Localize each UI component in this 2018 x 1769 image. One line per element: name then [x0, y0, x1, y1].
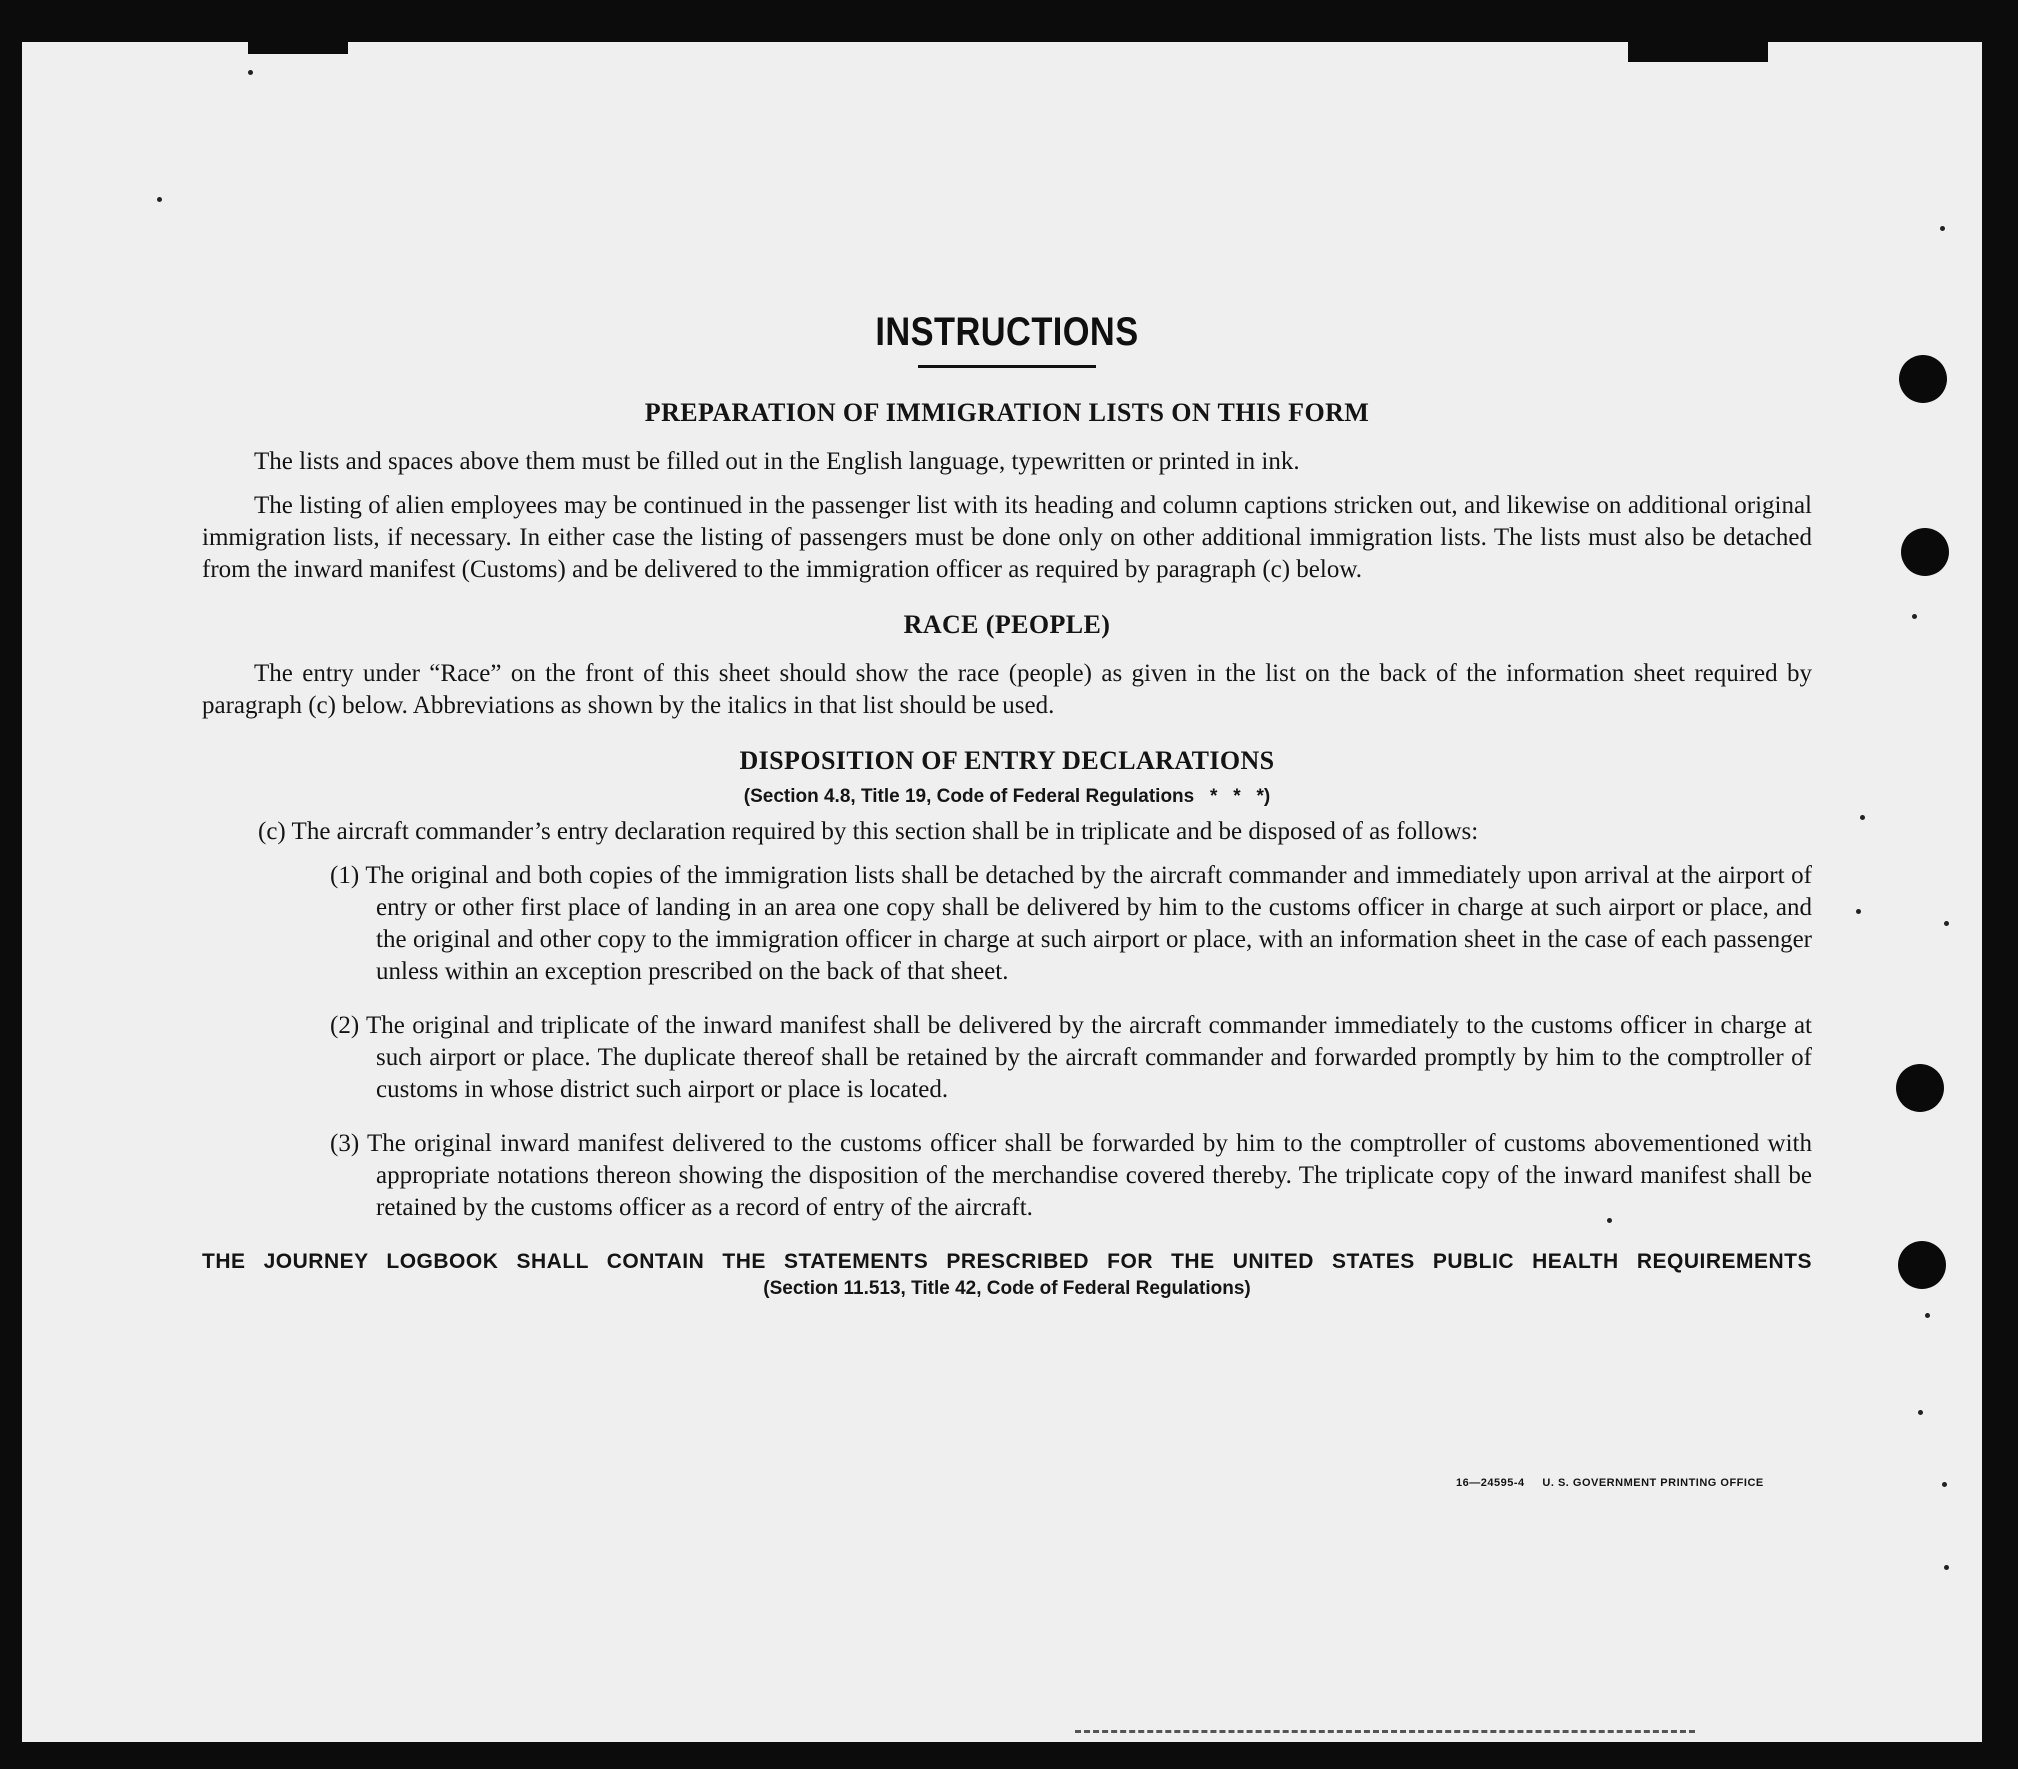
torn-edge [248, 38, 348, 54]
speck [248, 70, 253, 75]
speck [1940, 226, 1945, 231]
paragraph: The listing of alien employees may be continued in the passenger list with its heading and column captions stricken out, and likewise on additional original immigration lists, if necessary. In either case the listing of passengers must be done only on other additional immigration lists. The lists must also be detached from the inward manifest (Customs) and be delivered to the immigration officer as required by paragraph (c) below. [202, 492, 1812, 583]
torn-edge [1628, 40, 1768, 62]
punch-hole [1898, 1241, 1946, 1289]
instructions-content [202, 310, 1812, 1300]
clause-c: (c) The aircraft commander’s entry declaration required by this section shall be in triplicate and be disposed of as follows: [258, 818, 1479, 845]
footer-citation: (Section 11.513, Title 42, Code of Federal Regulations) [763, 1278, 1251, 1299]
bleed-through-text [582, 262, 1255, 287]
punch-hole [1899, 355, 1947, 403]
footer-heading: THE JOURNEY LOGBOOK SHALL CONTAIN THE STATEMENTS PRESCRIBED FOR THE UNITED STATES PUBLIC HEALTH REQUIREMENTS [202, 1250, 1812, 1273]
section-heading-preparation: PREPARATION OF IMMIGRATION LISTS ON THIS FORM [644, 398, 1370, 427]
speck [1856, 909, 1861, 914]
section-heading-disposition: DISPOSITION OF ENTRY DECLARATIONS [739, 746, 1275, 775]
speck [157, 197, 162, 202]
punch-hole [1896, 1064, 1944, 1112]
speck [1925, 1313, 1930, 1318]
speck [1918, 1410, 1923, 1415]
list-item: (2) The original and triplicate of the inward manifest shall be delivered by the aircraft commander immediately to the customs officer in charge at such airport or place. The duplicate thereof shall be retained by the aircraft commander and forwarded promptly by him to the comptroller of customs in whose district such airport or place is located. [330, 1012, 1812, 1103]
printer-imprint: 16—24595-4 U. S. GOVERNMENT PRINTING OFFICE [1456, 1477, 1764, 1489]
section-heading-race: RACE (PEOPLE) [903, 610, 1111, 639]
paragraph: The lists and spaces above them must be filled out in the English language, typewritten or printed in ink. [254, 448, 1300, 475]
list-item: (3) The original inward manifest delivered to the customs officer shall be forwarded by him to the comptroller of customs abovementioned with appropriate notations thereon showing the disposition of the merchandise covered thereby. The triplicate copy of the inward manifest shall be retained by the customs officer as a record of entry of the aircraft. [330, 1130, 1812, 1221]
paragraph: The entry under “Race” on the front of this sheet should show the race (people) as given in the list on the back of the information sheet required by paragraph (c) below. Abbreviations as shown by the italics in that list should be used. [202, 660, 1812, 719]
punch-hole [1901, 528, 1949, 576]
speck [1912, 614, 1917, 619]
section-citation: (Section 4.8, Title 19, Code of Federal Regulations * * *) [743, 786, 1271, 807]
perforated-edge [1075, 1730, 1695, 1743]
speck [1942, 1482, 1947, 1487]
speck [1860, 815, 1865, 820]
list-item: (1) The original and both copies of the immigration lists shall be detached by the aircraft commander and immediately upon arrival at the airport of entry or other first place of landing in an area one copy shall be delivered by him to the customs officer in charge at such airport or place, and the original and other copy to the immigration officer in charge at such airport or place, with an information sheet in the case of each passenger unless within an exception prescribed on the back of that sheet. [330, 862, 1812, 985]
page-title: INSTRUCTIONS [875, 310, 1139, 354]
speck [1944, 1565, 1949, 1570]
speck [1944, 921, 1949, 926]
title-underline [918, 365, 1096, 368]
